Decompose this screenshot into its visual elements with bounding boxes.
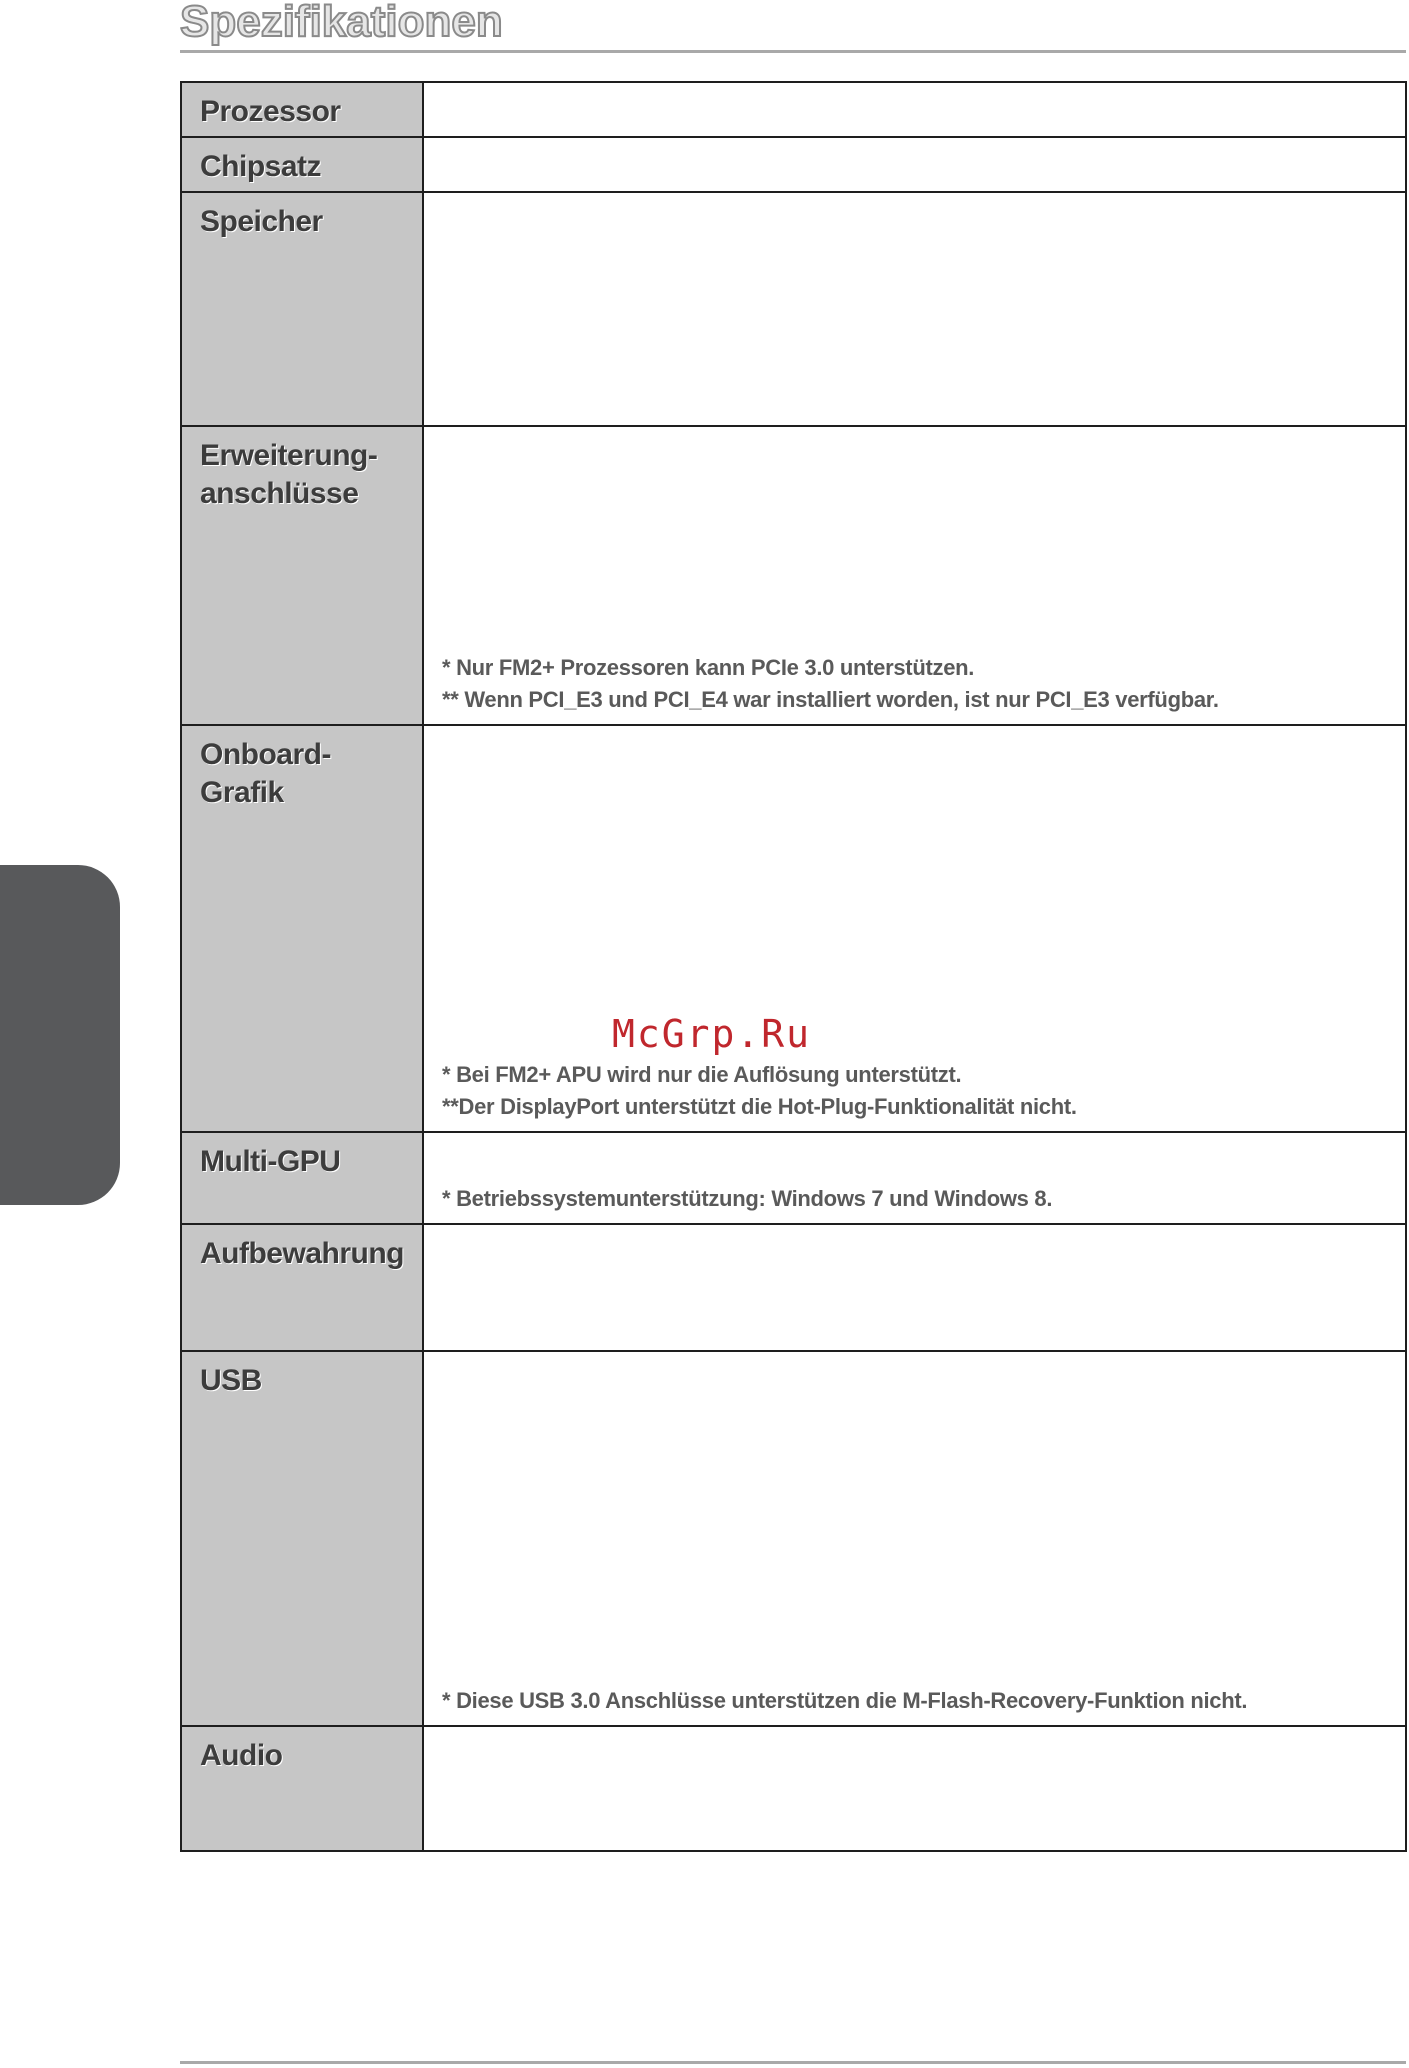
page-title: Spezifikationen: [180, 0, 503, 46]
spec-notes: [442, 1183, 1052, 1215]
spec-label-cell: [181, 1224, 423, 1351]
footnote: * Betriebssystemunterstützung: Windows 7 und Windows 8.: [442, 1186, 1053, 1211]
footnote: ** Wenn PCI_E3 und PCI_E4 war installiert worden, ist nur PCI_E3 verfügbar.: [442, 687, 1219, 712]
footnote: * Diese USB 3.0 Anschlüsse unterstützen die M-Flash-Recovery-Funktion nicht.: [442, 1688, 1248, 1713]
spec-row-aufbewahrung: [181, 1224, 1406, 1351]
footnote: * Bei FM2+ APU wird nur die Auflösung unterstützt.: [442, 1062, 962, 1087]
spec-notes: [442, 1059, 1077, 1123]
spec-label-cell: [181, 1726, 423, 1851]
footer-divider: [180, 2061, 1406, 2064]
watermark-text: McGrp.Ru: [612, 1012, 812, 1056]
spec-value-cell: [423, 1132, 1406, 1224]
spec-row-usb: [181, 1351, 1406, 1726]
spec-row-speicher: [181, 192, 1406, 426]
spec-row-audio: [181, 1726, 1406, 1851]
spec-label-cell: [181, 426, 423, 725]
spec-value-cell: [423, 1224, 1406, 1351]
spec-label: Onboard- Grafik: [200, 738, 331, 809]
spec-label: Erweiterung- anschlüsse: [200, 439, 378, 510]
spec-label: Chipsatz: [200, 150, 322, 183]
spec-label-cell: [181, 1132, 423, 1224]
spec-value-cell: [423, 82, 1406, 137]
spec-label: Multi-GPU: [200, 1145, 341, 1178]
spec-label: USB: [200, 1364, 262, 1397]
spec-label: Audio: [200, 1739, 283, 1772]
spec-row-multi-gpu: [181, 1132, 1406, 1224]
spec-notes: [442, 652, 1219, 716]
spec-label-cell: [181, 82, 423, 137]
spec-value-cell: [423, 137, 1406, 192]
spec-value-cell: [423, 725, 1406, 1132]
spec-label: Prozessor: [200, 95, 341, 128]
spec-label-cell: [181, 1351, 423, 1726]
spec-label-cell: [181, 192, 423, 426]
spec-value-cell: [423, 426, 1406, 725]
spec-row-erweiterung: [181, 426, 1406, 725]
spec-row-chipsatz: [181, 137, 1406, 192]
spec-label-cell: [181, 725, 423, 1132]
footnote: **Der DisplayPort unterstützt die Hot-Plug-Funktionalität nicht.: [442, 1094, 1077, 1119]
spec-label-cell: [181, 137, 423, 192]
chapter-side-tab: [0, 865, 120, 1205]
spec-row-onboard-grafik: [181, 725, 1406, 1132]
spec-label: Speicher: [200, 205, 323, 238]
spec-value-cell: [423, 1351, 1406, 1726]
spec-value-cell: [423, 192, 1406, 426]
spec-value-cell: [423, 1726, 1406, 1851]
spec-notes: [442, 1685, 1247, 1717]
spec-label: Aufbewahrung: [200, 1237, 404, 1270]
specification-table: [180, 81, 1407, 1852]
spec-row-prozessor: [181, 82, 1406, 137]
footnote: * Nur FM2+ Prozessoren kann PCIe 3.0 unterstützen.: [442, 655, 975, 680]
title-divider: [180, 50, 1406, 53]
